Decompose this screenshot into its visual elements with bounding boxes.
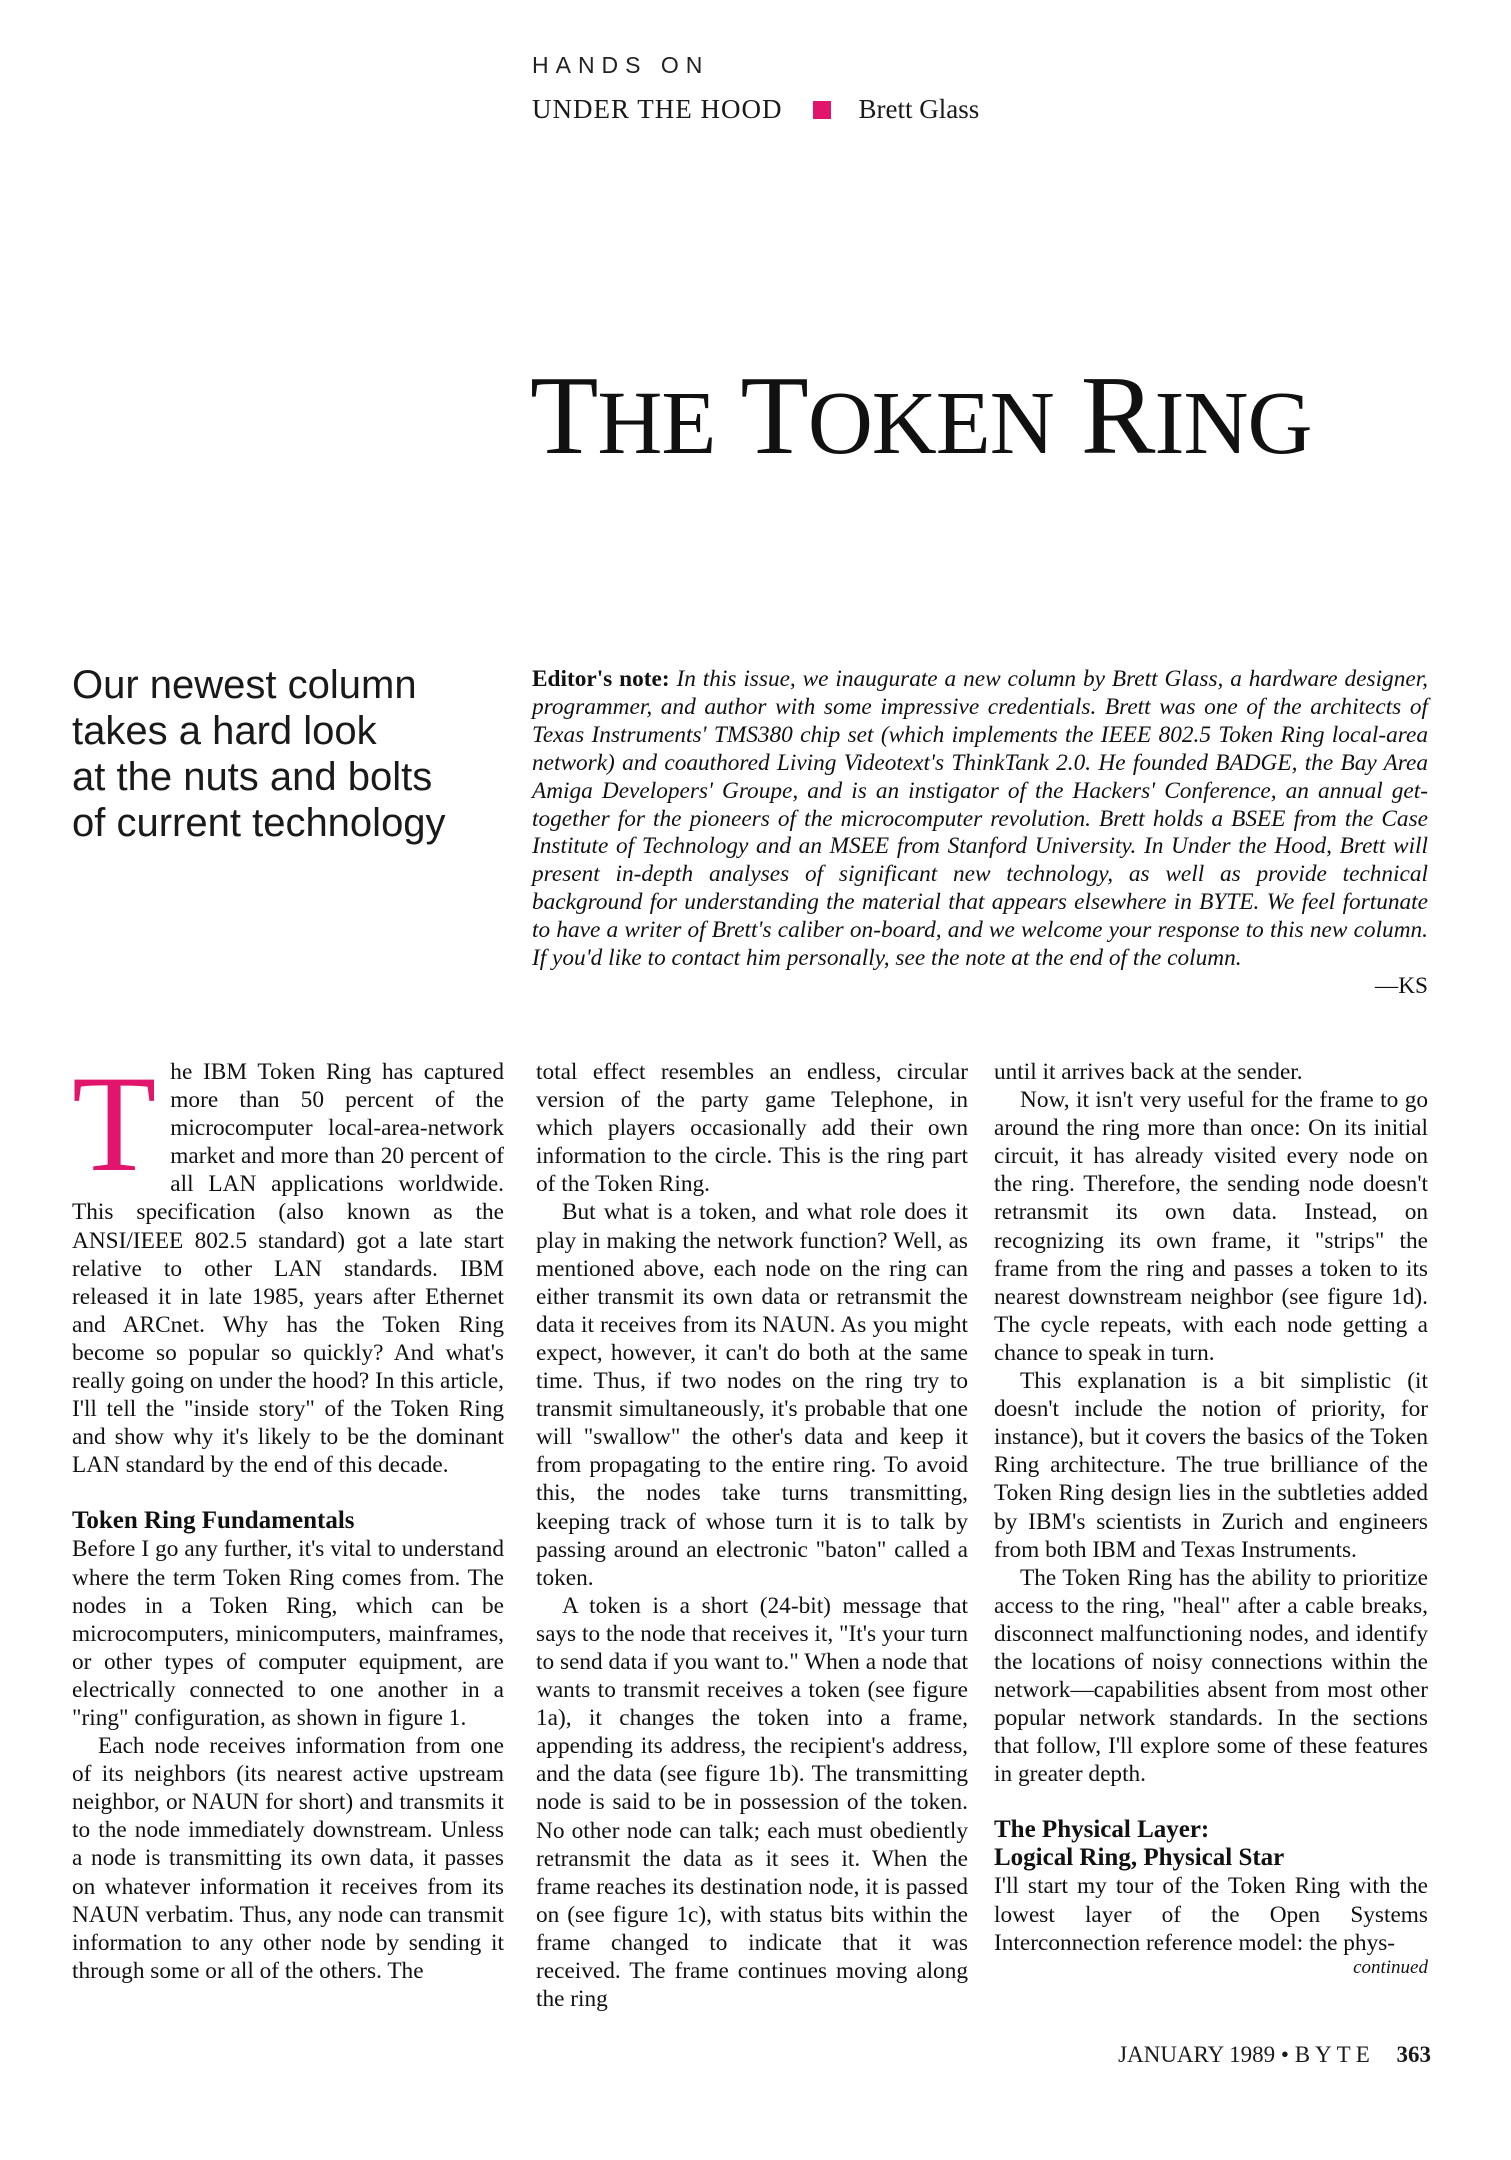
title-smallcaps: OKEN xyxy=(807,374,1054,473)
editors-note xyxy=(532,666,1428,1001)
section-heading xyxy=(994,1816,1428,1872)
title-initial: T xyxy=(740,354,808,478)
deck-line: of current technology xyxy=(72,801,446,845)
body-column-1 xyxy=(72,1047,504,1985)
title-smallcaps: ING xyxy=(1154,374,1312,473)
body-paragraph: A token is a short (24-bit) message that says to the node that receives it, "It's your turn to send data if you want to." When a node that wants to transmit receives a token (see figure 1a), it changes the token into a frame, appending its address, the recipient's address, and the data (see figure 1b). The transmitting node is said to be in possession of the token. No other node can talk; each must obediently retransmit the data as it sees it. When the frame reaches its destination node, it is passed on (see figure 1c), with status bits within the frame changed to indicate that it was received. The frame continues moving along the ring xyxy=(536,1592,968,2013)
body-paragraph: Now, it isn't very useful for the frame to go around the ring more than once: On its initial circuit, it has already visited every node on the ring. Therefore, the sending node doesn't retransmit its own data. Instead, on recognizing its own frame, it "strips" the frame from the ring and passes a token to its nearest downstream neighbor (see figure 1d). The cycle repeats, with each node getting a chance to speak in turn. xyxy=(994,1087,1428,1366)
drop-cap: T xyxy=(72,1047,157,1200)
body-paragraph: total effect resembles an endless, circular version of the party game Telephone, in which players occasionally add their own information to the circle. This is the ring part of the Token Ring. xyxy=(536,1059,968,1198)
section-heading: Token Ring Fundamentals xyxy=(72,1507,355,1535)
page-footer xyxy=(1118,2042,1431,2068)
deck-line: at the nuts and bolts xyxy=(72,755,433,799)
body-paragraph: But what is a token, and what role does it play in making the network function? Well, as mentioned above, each node on the ring can either transmit its own data or retransmit the data it receives from its NAUN. As you might expect, however, it can't do both at the same time. Thus, if two nodes on the ring try to transmit simultaneously, it's probable that one will "swallow" the other's data and keep it from propagating to the entire ring. To avoid this, the nodes take turns transmitting, keeping track of whose turn it is to talk by passing around an electronic "baton" called a token. xyxy=(536,1199,968,1591)
title-initial: T xyxy=(530,354,598,478)
article-title xyxy=(530,354,1312,478)
body-paragraph: Before I go any further, it's vital to understand where the term Token Ring comes from. The nodes in a Token Ring, which can be microcomputers, minicomputers, mainframes, or other types of computer equipment, are electrically connected to one another in a "ring" configuration, as shown in figure 1. xyxy=(72,1536,504,1731)
deck-line: Our newest column xyxy=(72,663,417,707)
editors-note-label: Editor's note: xyxy=(532,666,670,692)
body-paragraph xyxy=(72,1047,504,1479)
body-column-2 xyxy=(536,1058,968,2013)
title-smallcaps: HE xyxy=(597,374,716,473)
heading-line: The Physical Layer: xyxy=(994,1816,1210,1844)
body-paragraph: The Token Ring has the ability to prioritize access to the ring, "heal" after a cable breaks, disconnect malfunctioning nodes, and identify the locations of noisy connections within the network—capabilities absent from most other popular network standards. In the sections that follow, I'll explore some of these features in greater depth. xyxy=(994,1564,1428,1788)
deck-text xyxy=(72,662,482,846)
body-paragraph: This explanation is a bit simplistic (it doesn't include the notion of priority, for instance), but it covers the basics of the Token Ring architecture. The true brilliance of the Token Ring design lies in the subtleties added by IBM's scientists in Zurich and engineers from both IBM and Texas Instruments. xyxy=(994,1368,1428,1563)
continued-marker: continued xyxy=(1353,1956,1428,1978)
editors-note-text: In this issue, we inaugurate a new column by Brett Glass, a hardware designer, programmer, and author with some impressive credentials. Brett was one of the architects of Texas Instruments' TMS380 chip set (which implements the IEEE 802.5 Token Ring local-area network) and coauthored Living Videotext's ThinkTank 2.0. He founded BADGE, the Bay Area Amiga Developers' Groupe, and is an instigator of the Hackers' Conference, an annual get-together for the pioneers of the microcomputer revolution. Brett holds a BSEE from the Case Institute of Technology and an MSEE from Stanford University. In Under the Hood, Brett will present in-depth analyses of significant new technology, as well as provide technical background for understanding the material that appears elsewhere in BYTE. We feel fortunate to have a writer of Brett's caliber on-board, and we welcome your response to this new column. If you'd like to contact him personally, see the note at the end of the column. xyxy=(532,666,1428,972)
page-number: 363 xyxy=(1396,2042,1431,2067)
department-name: UNDER THE HOOD xyxy=(532,94,783,124)
body-paragraph: Each node receives information from one of its neighbors (its nearest active upstream neighbor, or NAUN for short) and transmits it to the node immediately downstream. Unless a node is transmitting its own data, it passes on whatever information it receives from its NAUN verbatim. Thus, any node can transmit information to any other node by sending it through some or all of the others. The xyxy=(72,1733,504,1984)
paragraph-text: he IBM Token Ring has captured more than 50 percent of the microcomputer local-area-network market and more than 20 percent of all LAN applications worldwide. This specification (also known as the ANSI/IEEE 802.5 standard) got a late start relative to other LAN standards. IBM released it in late 1985, years after Ethernet and ARCnet. Why has the Token Ring become so popular so quickly? And what's really going on under the hood? In this article, I'll tell the "inside story" of the Token Ring and show why it's likely to be the dominant LAN standard by the end of this decade. xyxy=(72,1059,504,1479)
body-paragraph: until it arrives back at the sender. xyxy=(994,1059,1303,1085)
deck-line: takes a hard look xyxy=(72,709,377,753)
editors-note-signature: —KS xyxy=(1374,972,1428,999)
author-byline: Brett Glass xyxy=(858,94,980,124)
issue-date: JANUARY 1989 xyxy=(1118,2042,1276,2067)
title-initial: R xyxy=(1080,354,1155,478)
section-kicker: HANDS ON xyxy=(532,52,710,78)
body-paragraph: I'll start my tour of the Token Ring with the lowest layer of the Open Systems Interconnection reference model: the phys- xyxy=(994,1873,1428,1956)
accent-square xyxy=(813,101,831,119)
footer-separator: • xyxy=(1280,2042,1289,2067)
body-column-3 xyxy=(994,1058,1428,1979)
magazine-name: BYTE xyxy=(1294,2042,1375,2067)
department-line xyxy=(532,94,979,125)
heading-line: Logical Ring, Physical Star xyxy=(994,1844,1285,1872)
